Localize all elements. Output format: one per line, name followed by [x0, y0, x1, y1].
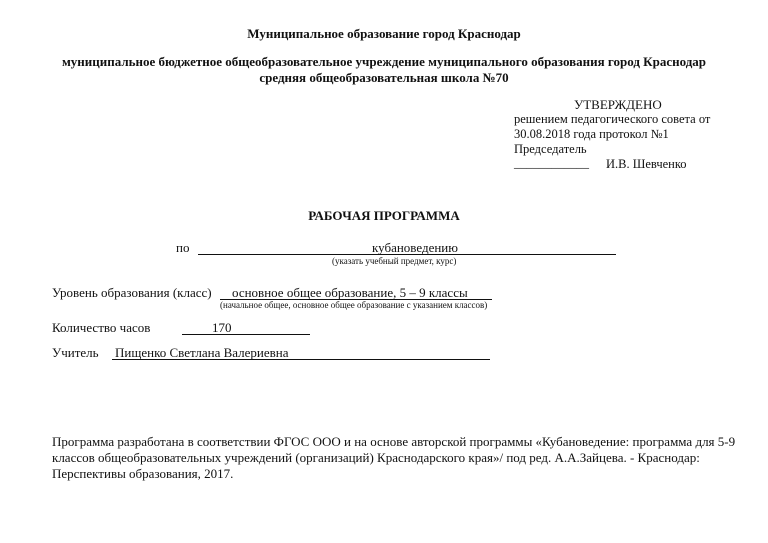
footer-line2: классов общеобразовательных учреждений (организаций) Краснодарского края»/ под ред. А.А.Зайцева. - Краснодар: [52, 450, 700, 465]
level-label: Уровень образования (класс) [52, 285, 212, 300]
institution-name-line1: муниципальное бюджетное общеобразовательное учреждение муниципального образования город Краснодар [61, 54, 707, 69]
approval-line1: решением педагогического совета от [514, 112, 711, 126]
subject-hint: (указать учебный предмет, курс) [332, 256, 457, 266]
level-value: основное общее образование, 5 – 9 классы [232, 285, 468, 300]
subject-prefix: по [176, 240, 190, 255]
program-title: РАБОЧАЯ ПРОГРАММА [308, 208, 460, 223]
footer-line1: Программа разработана в соответствии ФГОС ООО и на основе авторской программы «Кубановедение: программа для 5-9 [52, 434, 736, 449]
subject-value: кубановедению [372, 240, 458, 255]
approval-line3: Председатель [514, 142, 587, 156]
municipality-title: Муниципальное образование город Краснодар [247, 26, 521, 41]
hours-value: 170 [212, 320, 232, 335]
hours-underline [182, 334, 310, 335]
signer-name: И.В. Шевченко [606, 157, 687, 171]
signature-line: ____________ [514, 156, 589, 170]
teacher-name: Пищенко Светлана Валериевна [115, 345, 289, 360]
institution-name-line2: средняя общеобразовательная школа №70 [259, 70, 509, 85]
approval-title: УТВЕРЖДЕНО [574, 97, 662, 112]
teacher-label: Учитель [52, 345, 99, 360]
hours-label: Количество часов [52, 320, 151, 335]
approval-line2: 30.08.2018 года протокол №1 [514, 127, 669, 141]
level-hint: (начальное общее, основное общее образование с указанием классов) [220, 300, 488, 310]
footer-line3: Перспективы образования, 2017. [52, 466, 234, 481]
